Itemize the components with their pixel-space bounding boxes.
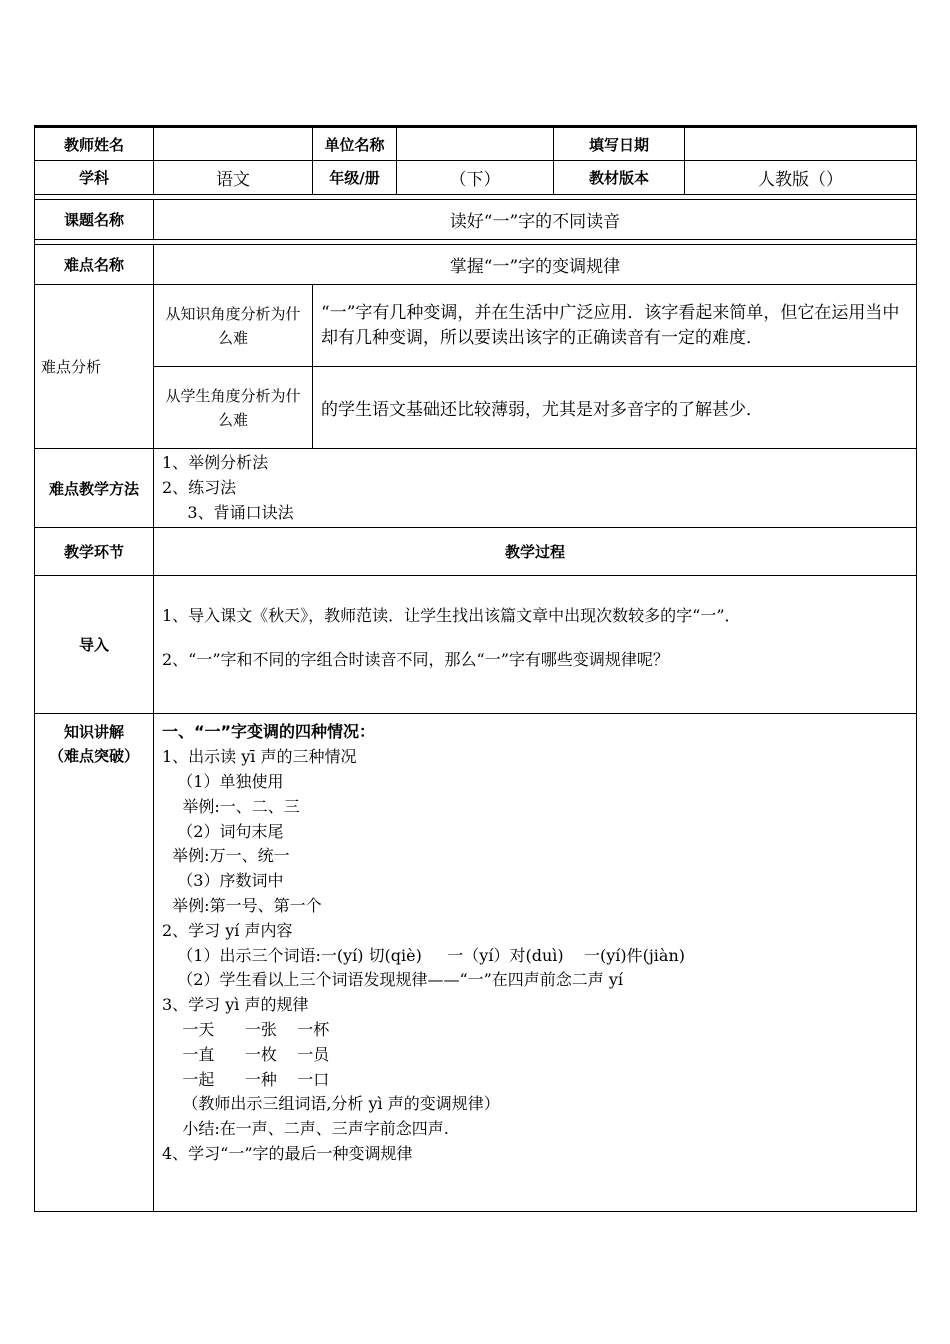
intro-line-1: 1、导入课文《秋天》，教师范读．让学生找出该篇文章中出现次数较多的字“一”． (162, 605, 741, 625)
method-item: 2、练习法 (162, 477, 237, 497)
lesson-plan-table (34, 125, 917, 1212)
lecture-heading: 一、“一”字变调的四种情况： (162, 722, 376, 742)
knowledge-angle-text: “一”字有几种变调，并在生活中广泛应用．该字看起来简单，但它在运用当中却有几种变调，所以要读出该字的正确读音有一定的难度． (313, 285, 917, 367)
difficulty-row (35, 245, 917, 285)
lecture-line: 一直 一枚 一员 (162, 1044, 330, 1064)
teacher-name-field[interactable] (154, 127, 313, 161)
topic-label: 课题名称 (35, 200, 154, 240)
unit-name-field[interactable] (397, 127, 554, 161)
intro-content (154, 576, 917, 714)
lecture-line: （教师出示三组词语,分析 yì 声的变调规律） (162, 1094, 500, 1114)
lecture-line: 2、学习 yí 声内容 (162, 920, 293, 940)
difficulty-label: 难点名称 (35, 245, 154, 285)
lecture-line: （3）序数词中 (162, 871, 284, 891)
lecture-line: （1）单独使用 (162, 771, 284, 791)
student-angle-label: 从学生角度分析为什么难 (154, 367, 313, 449)
stage-header: 教学环节 (35, 528, 154, 576)
intro-label: 导入 (35, 576, 154, 714)
header-row-1 (35, 127, 917, 161)
lecture-line: 1、出示读 yī 声的三种情况 (162, 747, 357, 767)
analysis-label: 难点分析 (35, 285, 154, 449)
unit-name-label: 单位名称 (313, 127, 397, 161)
lecture-line: 举例:万一、统一 (162, 846, 290, 866)
lecture-line: （2）词句末尾 (162, 821, 284, 841)
lesson-plan-form (34, 125, 916, 1212)
intro-line-2: 2、“一”字和不同的字组合时读音不同，那么“一”字有哪些变调规律呢？ (162, 649, 669, 669)
lecture-line: 3、学习 yì 声的规律 (162, 995, 309, 1015)
lecture-line: 小结:在一声、二声、三声字前念四声. (162, 1119, 449, 1139)
header-row-2 (35, 161, 917, 195)
analysis-knowledge-row (35, 285, 917, 367)
methods-label: 难点教学方法 (35, 449, 154, 528)
fill-date-label: 填写日期 (554, 127, 685, 161)
lecture-label-line-2: （难点突破） (48, 747, 139, 766)
lecture-label-line-1: 知识讲解 (63, 723, 124, 742)
methods-row (35, 449, 917, 528)
edition-value: 人教版（） (685, 161, 917, 195)
method-item: 1、举例分析法 (162, 453, 269, 472)
lecture-line: 举例:第一号、第一个 (162, 895, 322, 915)
grade-value: （下） (397, 161, 554, 195)
lecture-line: 4、学习“一”字的最后一种变调规律 (162, 1143, 413, 1163)
grade-label: 年级/册 (313, 161, 397, 195)
knowledge-angle-label: 从知识角度分析为什么难 (154, 285, 313, 367)
subject-label: 学科 (35, 161, 154, 195)
lecture-content (154, 714, 917, 1212)
lecture-line: （1）出示三个词语:一(yí) 切(qiè) 一（yí）对(duì) 一(yí)件(jiàn) (162, 945, 685, 965)
method-item: 3、背诵口诀法 (162, 502, 294, 522)
teacher-name-label: 教师姓名 (35, 127, 154, 161)
methods-list (154, 449, 917, 528)
student-angle-text: 的学生语文基础还比较薄弱，尤其是对多音字的了解甚少． (313, 367, 917, 449)
topic-value: 读好“一”字的不同读音 (154, 200, 917, 240)
lecture-label (35, 714, 154, 1212)
lecture-row (35, 714, 917, 1212)
lecture-line: 一起 一种 一口 (162, 1069, 330, 1089)
topic-row (35, 200, 917, 240)
subject-value: 语文 (154, 161, 313, 195)
process-header-row (35, 528, 917, 576)
intro-row (35, 576, 917, 714)
difficulty-value: 掌握“一”字的变调规律 (154, 245, 917, 285)
lecture-line: 一天 一张 一杯 (162, 1019, 330, 1039)
process-header: 教学过程 (154, 528, 917, 576)
edition-label: 教材版本 (554, 161, 685, 195)
lecture-line: 举例:一、二、三 (162, 796, 300, 816)
fill-date-field[interactable] (685, 127, 917, 161)
lecture-line: （2）学生看以上三个词语发现规律——“一”在四声前念二声 yí (162, 970, 624, 990)
analysis-student-row (35, 367, 917, 449)
